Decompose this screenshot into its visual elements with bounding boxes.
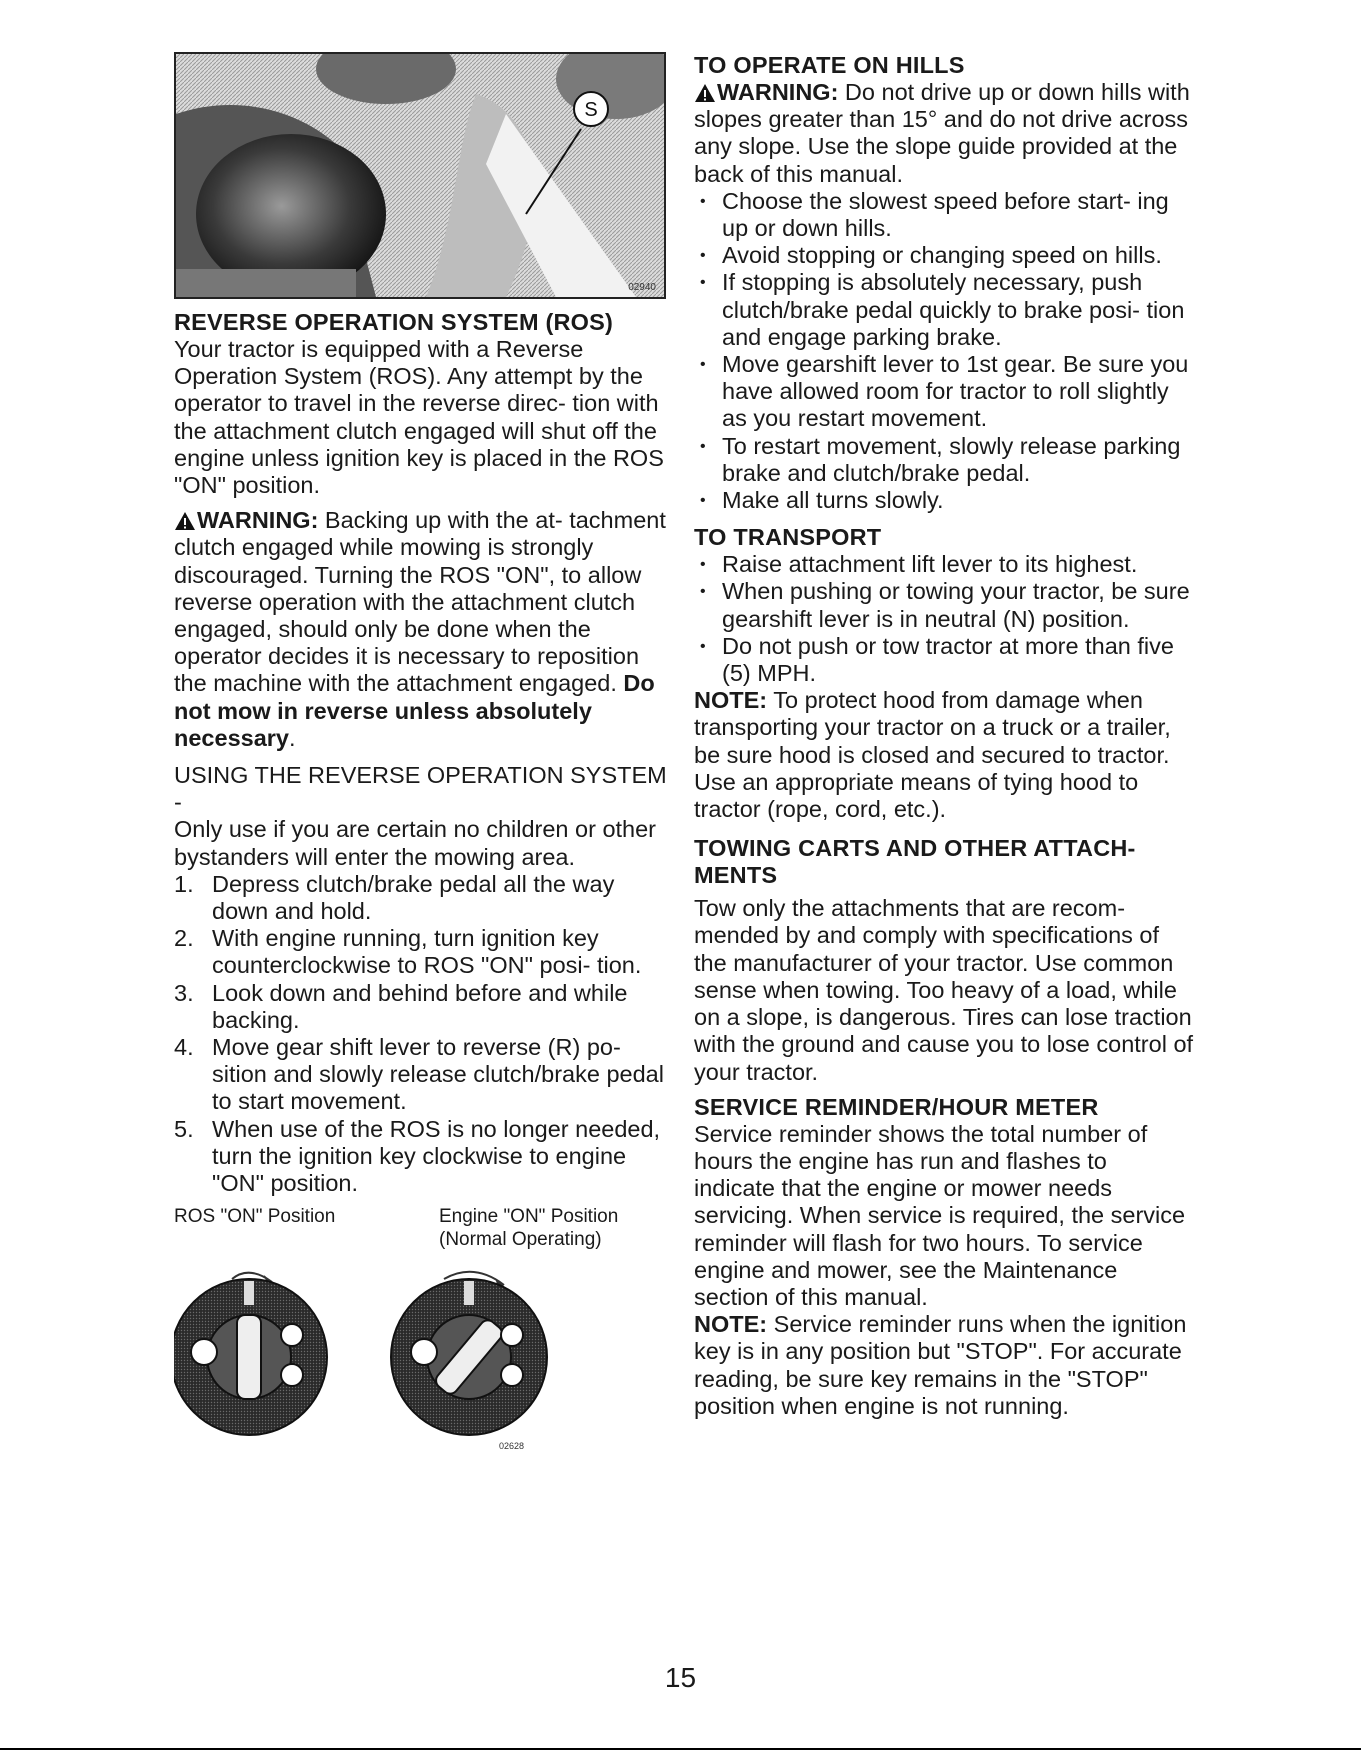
hills-heading: TO OPERATE ON HILLS	[694, 52, 965, 78]
hills-warning	[694, 79, 1194, 188]
photo-code: 02940	[628, 282, 656, 293]
service-text: Service reminder shows the total number of hours the engine has run and flashes to indicate that the engine or mower needs servicing. When service is required, the service reminder will flash for two hours. To service engine and mower, see the Maintenance section of this manual.	[694, 1120, 1186, 1310]
ros-photo-illustration	[176, 54, 664, 297]
list-item: 1. Depress clutch/brake pedal all the way down and hold.	[174, 870, 615, 925]
service-heading: SERVICE REMINDER/HOUR METER	[694, 1093, 1099, 1120]
photo-callout-label: S	[584, 99, 598, 121]
left-column	[174, 52, 669, 1457]
transport-note	[694, 687, 1194, 823]
ros-heading: REVERSE OPERATION SYSTEM (ROS)	[174, 309, 614, 335]
hills-bullet-list	[694, 188, 1194, 514]
ros-switch-photo	[174, 52, 666, 299]
warning-label: WARNING:	[197, 507, 319, 534]
list-item: 5. When use of the ROS is no longer needed, turn the ignition key clockwise to engine "ON" position.	[174, 1115, 661, 1197]
ros-warning	[174, 507, 669, 752]
warning-text: Do not drive up or down hills with slopes greater than 15° and do not drive across any slope. Use the slope guide provided at the back of this manual.	[694, 79, 1190, 187]
using-heading: USING THE REVERSE OPERATION SYSTEM -	[174, 762, 667, 816]
service-note	[694, 1311, 1194, 1420]
list-item: • To restart movement, slowly release parking brake and clutch/brake pedal.	[694, 433, 1194, 487]
ros-steps-list	[174, 871, 669, 1197]
list-item: 2. With engine running, turn ignition key counterclockwise to ROS "ON" posi- tion.	[174, 925, 642, 979]
ignition-switch-illustration	[174, 1257, 669, 1457]
using-text: Only use if you are certain no children or other bystanders will enter the mowing area.	[174, 816, 657, 870]
list-item: 3. Look down and behind before and while backing.	[174, 979, 628, 1033]
list-item: • Choose the slowest speed before start- ing up or down hills.	[694, 188, 1194, 242]
list-item: • When pushing or towing your tractor, be sure gearshift lever is in neutral (N) position.	[694, 578, 1194, 632]
ignition-switch-figures	[174, 1257, 669, 1457]
right-column	[694, 52, 1194, 1420]
warning-end: .	[289, 724, 296, 751]
ros-on-position-label: ROS "ON" Position	[174, 1206, 336, 1228]
list-item: • Make all turns slowly.	[694, 487, 1194, 514]
list-item: • Do not push or tow tractor at more than five (5) MPH.	[694, 633, 1194, 687]
list-item: • Raise attachment lift lever to its highest.	[694, 551, 1194, 578]
list-item: • If stopping is absolutely necessary, push clutch/brake pedal quickly to brake posi- tion and engage parking brake.	[694, 269, 1194, 351]
note-text: To protect hood from damage when transporting your tractor on a truck or a trailer, be sure hood is closed and secured to tractor. Use an appropriate means of tying hood to tractor (rope, cord, etc.).	[694, 687, 1171, 823]
warning-text: Backing up with the at- tachment clutch engaged while mowing is strongly discouraged. Turning the ROS "ON", to allow reverse operation with the attachment clutch engaged, should only be done when the operator decides it is necessary to reposition the machine with the attachment engaged.	[174, 507, 666, 697]
engine-on-position-label: Engine "ON" Position (Normal Operating)	[439, 1206, 619, 1251]
switch-code: 02628	[499, 1441, 525, 1452]
note-label: NOTE:	[694, 1311, 768, 1338]
ros-text: Your tractor is equipped with a Reverse Operation System (ROS). Any attempt by the operator to travel in the reverse direc- tion with the attachment clutch engaged will shut off the engine unless ignition key is placed in the ROS "ON" position.	[174, 336, 664, 499]
transport-heading: TO TRANSPORT	[694, 524, 882, 551]
ros-on-switch-icon	[174, 1273, 327, 1435]
warning-bold-text: Do not mow in reverse unless absolutely necessary	[174, 670, 655, 751]
page-number: 15	[664, 1662, 697, 1693]
note-label: NOTE:	[694, 687, 768, 714]
warning-icon	[694, 83, 716, 103]
towing-text: Tow only the attachments that are recom- mended by and comply with specifications of the manufacturer of your tractor. Use common sense when towing. Too heavy of a load, while on a slope, is dangerous. Tires can lose traction with the ground and cause you to lose control of your tractor.	[694, 895, 1194, 1085]
transport-bullet-list	[694, 551, 1194, 687]
list-item: • Move gearshift lever to 1st gear. Be sure you have allowed room for tractor to roll slightly as you restart movement.	[694, 351, 1194, 433]
list-item: 4. Move gear shift lever to reverse (R) po- sition and slowly release clutch/brake pedal to start movement.	[174, 1034, 664, 1115]
switch-labels	[174, 1205, 669, 1251]
engine-on-switch-icon	[391, 1272, 547, 1435]
towing-heading: TOWING CARTS AND OTHER ATTACH- MENTS	[694, 835, 1136, 889]
bottom-rule	[0, 1748, 1361, 1750]
list-item: • Avoid stopping or changing speed on hills.	[694, 242, 1194, 269]
warning-label: WARNING:	[717, 79, 839, 105]
note-text: Service reminder runs when the ignition key is in any position but "STOP". For accurate reading, be sure key remains in the "STOP" position when engine is not running.	[694, 1311, 1187, 1419]
warning-icon	[174, 511, 196, 531]
